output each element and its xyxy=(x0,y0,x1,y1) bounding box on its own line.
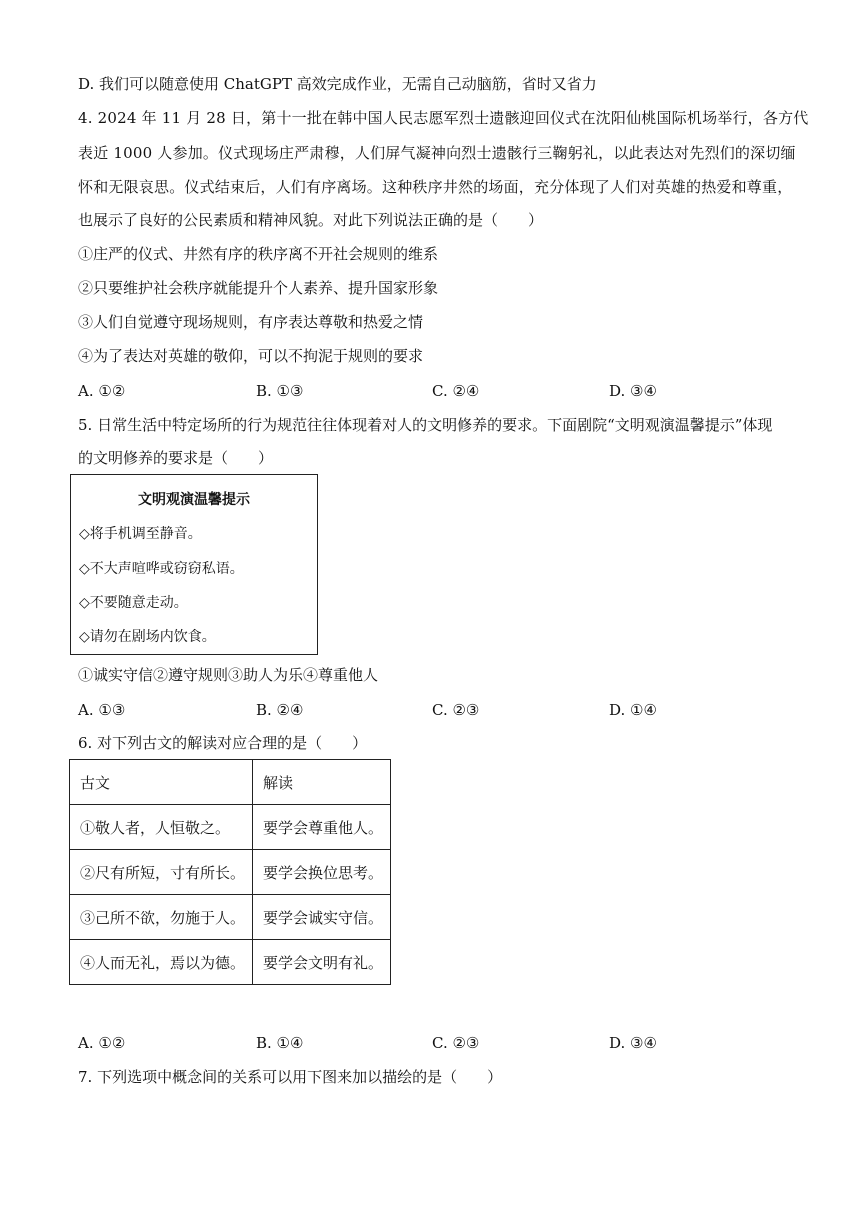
question-6-option-a: A. ①② xyxy=(78,1034,126,1052)
question-4-statement-4: ④为了表达对英雄的敬仰，可以不拘泥于规则的要求 xyxy=(78,347,424,365)
question-5-option-b: B. ②④ xyxy=(256,701,304,719)
question-4-stem-line-4: 也展示了良好的公民素质和精神风貌。对此下列说法正确的是（ ） xyxy=(78,211,544,229)
question-5-option-d: D. ①④ xyxy=(609,701,657,719)
prev-question-option-d: D. 我们可以随意使用 ChatGPT 高效完成作业，无需自己动脑筋，省时又省力 xyxy=(78,75,597,93)
question-4-option-a: A. ①② xyxy=(78,382,126,400)
table-cell-text: ③己所不欲，勿施于人。 xyxy=(70,895,253,940)
table-cell-interpretation: 要学会文明有礼。 xyxy=(253,940,391,985)
question-5-choices: ①诚实守信②遵守规则③助人为乐④尊重他人 xyxy=(78,666,379,684)
question-4-statement-3: ③人们自觉遵守现场规则，有序表达尊敬和热爱之情 xyxy=(78,313,424,331)
question-5-option-c: C. ②③ xyxy=(432,701,480,719)
table-cell-interpretation: 要学会诚实守信。 xyxy=(253,895,391,940)
table-cell-text: ②尺有所短，寸有所长。 xyxy=(70,850,253,895)
question-6-option-d: D. ③④ xyxy=(609,1034,657,1052)
question-4-option-b: B. ①③ xyxy=(256,382,304,400)
question-5-stem-line-2: 的文明修养的要求是（ ） xyxy=(78,449,274,467)
table-header-row xyxy=(70,760,391,805)
table-row xyxy=(70,805,391,850)
question-4-option-c: C. ②④ xyxy=(432,382,480,400)
table-cell-interpretation: 要学会尊重他人。 xyxy=(253,805,391,850)
question-4-option-d: D. ③④ xyxy=(609,382,657,400)
question-5-stem-line-1: 5. 日常生活中特定场所的行为规范往往体现着对人的文明修养的要求。下面剧院“文明观演温馨提示”体现 xyxy=(78,416,773,434)
question-6-option-b: B. ①④ xyxy=(256,1034,304,1052)
question-4-statement-2: ②只要维护社会秩序就能提升个人素养、提升国家形象 xyxy=(78,279,439,297)
table-row xyxy=(70,850,391,895)
question-7-stem: 7. 下列选项中概念间的关系可以用下图来加以描绘的是（ ） xyxy=(78,1068,503,1086)
question-4-stem-line-3: 怀和无限哀思。仪式结束后，人们有序离场。这种秩序井然的场面，充分体现了人们对英雄的热爱和尊重， xyxy=(78,178,793,196)
notice-item: ◇不大声喧哗或窃窃私语。 xyxy=(79,561,244,577)
table-cell-interpretation: 要学会换位思考。 xyxy=(253,850,391,895)
table-row xyxy=(70,940,391,985)
theater-notice-box xyxy=(70,474,318,655)
table-header-cell: 古文 xyxy=(70,760,253,805)
table-cell-text: ④人而无礼，焉以为德。 xyxy=(70,940,253,985)
question-4-statement-1: ①庄严的仪式、井然有序的秩序离不开社会规则的维系 xyxy=(78,245,439,263)
table-header-cell: 解读 xyxy=(253,760,391,805)
classical-text-table xyxy=(69,759,391,985)
question-6-stem: 6. 对下列古文的解读对应合理的是（ ） xyxy=(78,734,368,752)
table-cell-text: ①敬人者，人恒敬之。 xyxy=(70,805,253,850)
notice-item: ◇请勿在剧场内饮食。 xyxy=(79,629,216,645)
question-6-option-c: C. ②③ xyxy=(432,1034,480,1052)
question-4-stem-line-2: 表近 1000 人参加。仪式现场庄严肃穆，人们屏气凝神向烈士遗骸行三鞠躬礼，以此表达对先烈们的深切缅 xyxy=(78,144,796,162)
notice-item: ◇将手机调至静音。 xyxy=(79,526,202,542)
table-row xyxy=(70,895,391,940)
notice-title: 文明观演温馨提示 xyxy=(138,492,250,508)
question-5-option-a: A. ①③ xyxy=(78,701,126,719)
notice-item: ◇不要随意走动。 xyxy=(79,595,188,611)
question-4-stem-line-1: 4. 2024 年 11 月 28 日，第十一批在韩中国人民志愿军烈士遗骸迎回仪式在沈阳仙桃国际机场举行，各方代 xyxy=(78,109,809,127)
